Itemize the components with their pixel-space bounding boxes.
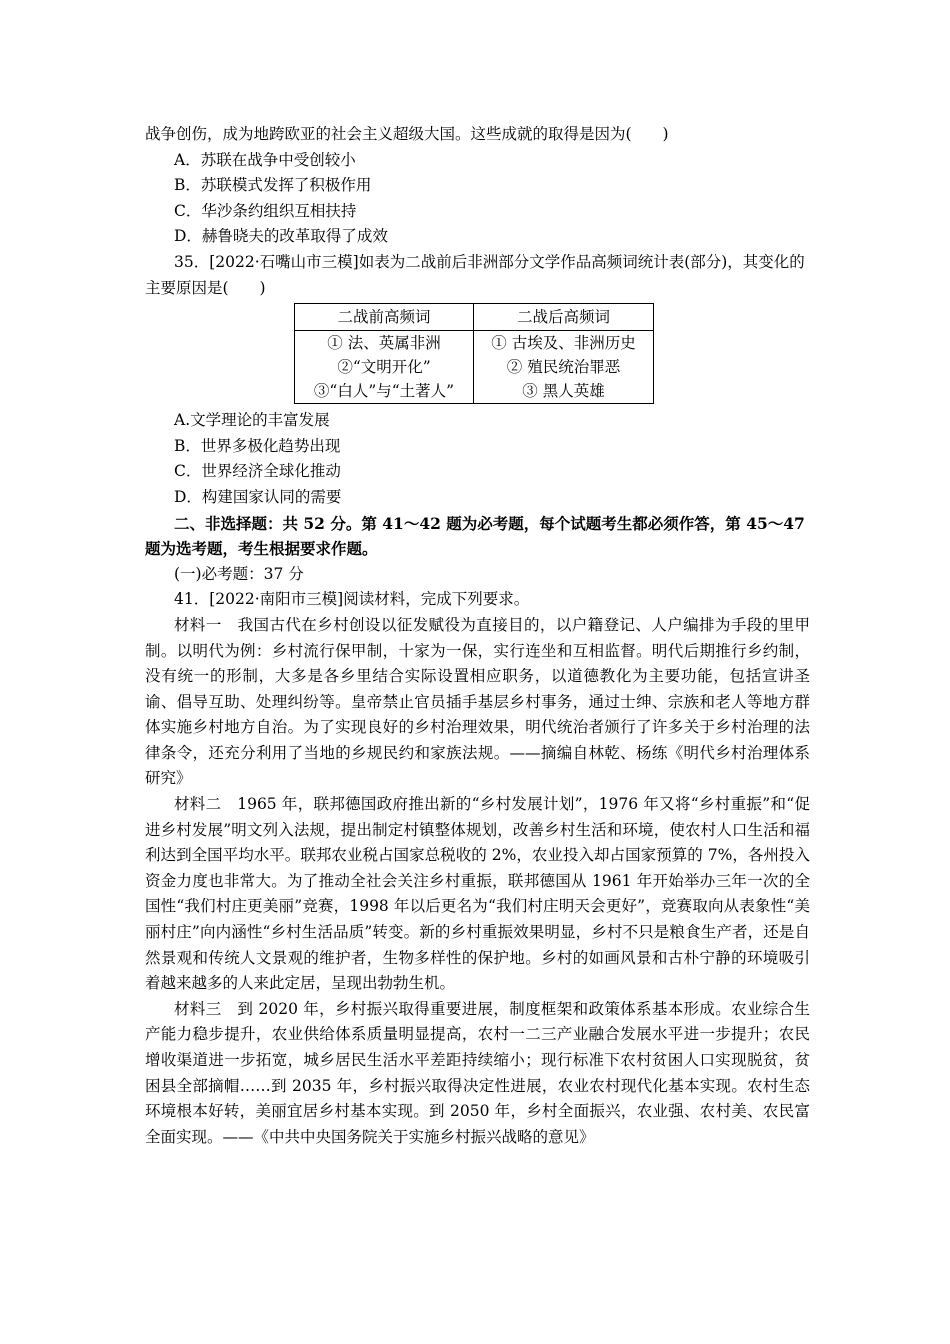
after-word-1: ① 古埃及、非洲历史 bbox=[491, 334, 636, 353]
q41-material-2: 材料二 1965 年，联邦德国政府推出新的“乡村发展计划”，1976 年又将“乡村重振”和“促进乡村发展”明文列入法规，提出制定村镇整体规划，改善乡村生活和环境，使农村人口生活和福利达到全国平均水平。联邦农业税占国家总税收的 2%，农业投入却占国家预算的 7%，各州投入资金力度也非常大。为了推动全社会关注乡村重振，联邦德国从 1961 年开始举办三年一次的全国性“我们村庄更美丽”竞赛，1998 年以后更名为“我们村庄明天会更好”，竞赛取向从表象性“美丽村庄”向内涵性“乡村生活品质”转变。新的乡村重振效果明显，乡村不只是粮食生产者，还是自然景观和传统人文景观的维护者，生物多样性的保护地。乡村的如画风景和古朴宁静的环境吸引着越来越多的人来此定居，呈现出勃勃生机。 bbox=[145, 795, 810, 993]
q41-material-3: 材料三 到 2020 年，乡村振兴取得重要进展，制度框架和政策体系基本形成。农业综合生产能力稳步提升，农业供给体系质量明显提高，农村一二三产业融合发展水平进一步提升；农民增收渠道进一步拓宽，城乡居民生活水平差距持续缩小；现行标准下农村贫困人口实现脱贫，贫困县全部摘帽……到 2035 年，乡村振兴取得决定性进展，农业农村现代化基本实现。农村生态环境根本好转，美丽宜居乡村基本实现。到 2050 年，乡村全面振兴，农业强、农村美、农民富全面实现。——《中共中央国务院关于实施乡村振兴战略的意见》 bbox=[145, 999, 810, 1146]
before-word-2: ②“文明开化” bbox=[337, 358, 431, 377]
table-cell-after bbox=[474, 331, 654, 404]
q34-option-d: D．赫鲁晓夫的改革取得了成效 bbox=[174, 227, 388, 246]
q34-option-c: C．华沙条约组织互相扶持 bbox=[174, 201, 357, 220]
q34-option-a: A．苏联在战争中受创较小 bbox=[174, 150, 356, 169]
table-header-before: 二战前高频词 bbox=[295, 304, 474, 331]
q35-option-c: C．世界经济全球化推动 bbox=[174, 462, 341, 481]
q34-stem-tail: 战争创伤，成为地跨欧亚的社会主义超级大国。这些成就的取得是因为( ) bbox=[145, 125, 669, 143]
before-word-1: ① 法、英属非洲 bbox=[327, 334, 441, 353]
after-word-2: ② 殖民统治罪恶 bbox=[506, 358, 621, 377]
q34-option-b: B．苏联模式发挥了积极作用 bbox=[174, 176, 372, 195]
document-page bbox=[145, 122, 810, 1150]
section-subheading: (一)必考题：37 分 bbox=[174, 564, 304, 583]
q35-option-a: A.文学理论的丰富发展 bbox=[174, 411, 330, 430]
word-frequency-table bbox=[294, 303, 654, 404]
q35-stem: 35．[2022·石嘴山市三模]如表为二战前后非洲部分文学作品高频词统计表(部分)，其变化的主要原因是( ) bbox=[145, 252, 805, 297]
before-word-3: ③“白人”与“土著人” bbox=[313, 382, 455, 401]
q35-option-d: D．构建国家认同的需要 bbox=[174, 487, 342, 506]
table-cell-before bbox=[295, 331, 474, 404]
q35-option-b: B．世界多极化趋势出现 bbox=[174, 436, 341, 455]
after-word-3: ③ 黑人英雄 bbox=[522, 382, 605, 401]
q41-stem: 41．[2022·南阳市三模]阅读材料，完成下列要求。 bbox=[174, 590, 530, 609]
q41-material-1: 材料一 我国古代在乡村创设以征发赋役为直接目的，以户籍登记、人户编排为手段的里甲制。以明代为例：乡村流行保甲制，十家为一保，实行连坐和互相监督。明代后期推行乡约制，没有统一的形制，大多是各乡里结合实际设置相应职务，以道德教化为主要功能，包括宣讲圣谕、倡导互助、处理纠纷等。皇帝禁止官员插手基层乡村事务，通过士绅、宗族和老人等地方群体实施乡村地方自治。为了实现良好的乡村治理效果，明代统治者颁行了许多关于乡村治理的法律条令，还充分利用了当地的乡规民约和家族法规。——摘编自林乾、杨练《明代乡村治理体系研究》 bbox=[145, 615, 810, 788]
table-header-after: 二战后高频词 bbox=[474, 304, 654, 331]
section-heading: 二、非选择题：共 52 分。第 41～42 题为必考题，每个试题考生都必须作答，第 45～47 题为选考题，考生根据要求作题。 bbox=[145, 513, 805, 559]
